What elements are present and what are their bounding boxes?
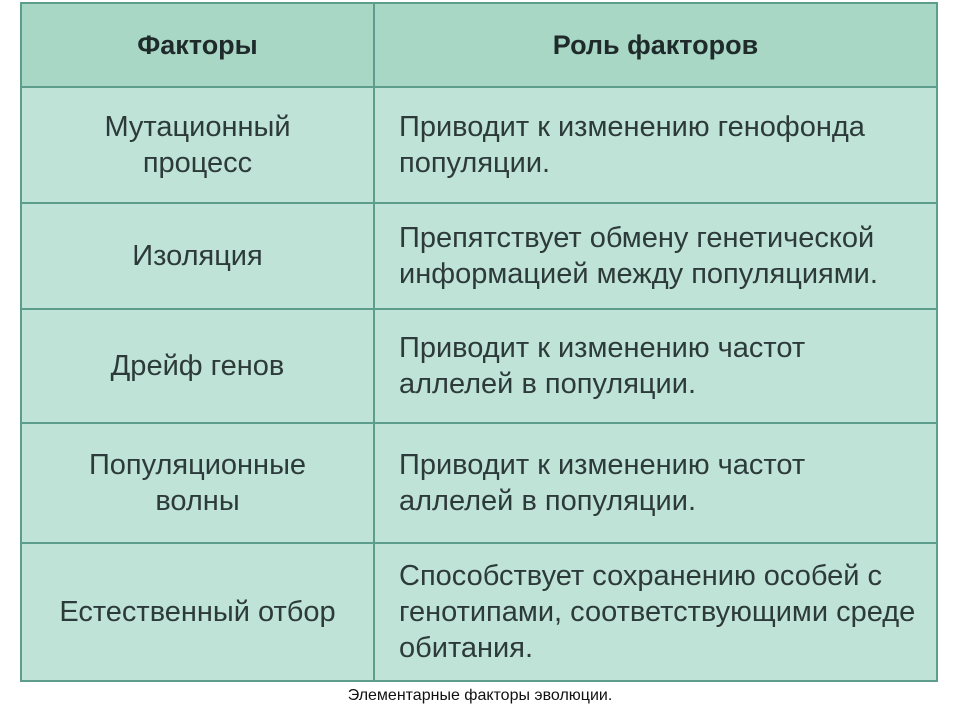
factors-table: [20, 2, 938, 682]
factor-cell: Мутационный процесс: [22, 88, 375, 202]
role-cell: Препятствует обмену генетической информацией между популяциями.: [399, 222, 878, 290]
role-cell: Приводит к изменению генофонда популяции.: [399, 111, 865, 179]
role-cell: Приводит к изменению частот аллелей в популяции.: [399, 449, 806, 517]
role-cell: Способствует сохранению особей с генотипами, соответствующими среде обитания.: [399, 560, 916, 664]
table-row: [22, 544, 936, 680]
header-role: Роль факторов: [552, 30, 759, 60]
factor-cell: Дрейф генов: [22, 310, 375, 422]
table-row: [22, 424, 936, 544]
role-cell: Приводит к изменению частот аллелей в популяции.: [399, 332, 806, 400]
table-caption: Элементарные факторы эволюции.: [347, 687, 613, 704]
header-factors: Факторы: [22, 4, 375, 86]
factor-cell: Популяционные волны: [22, 424, 375, 542]
table-row: [22, 204, 936, 310]
table-row: [22, 310, 936, 424]
table-row: [22, 88, 936, 204]
factor-cell: Естественный отбор: [22, 544, 375, 680]
table-header-row: [22, 4, 936, 88]
factor-cell: Изоляция: [22, 204, 375, 308]
